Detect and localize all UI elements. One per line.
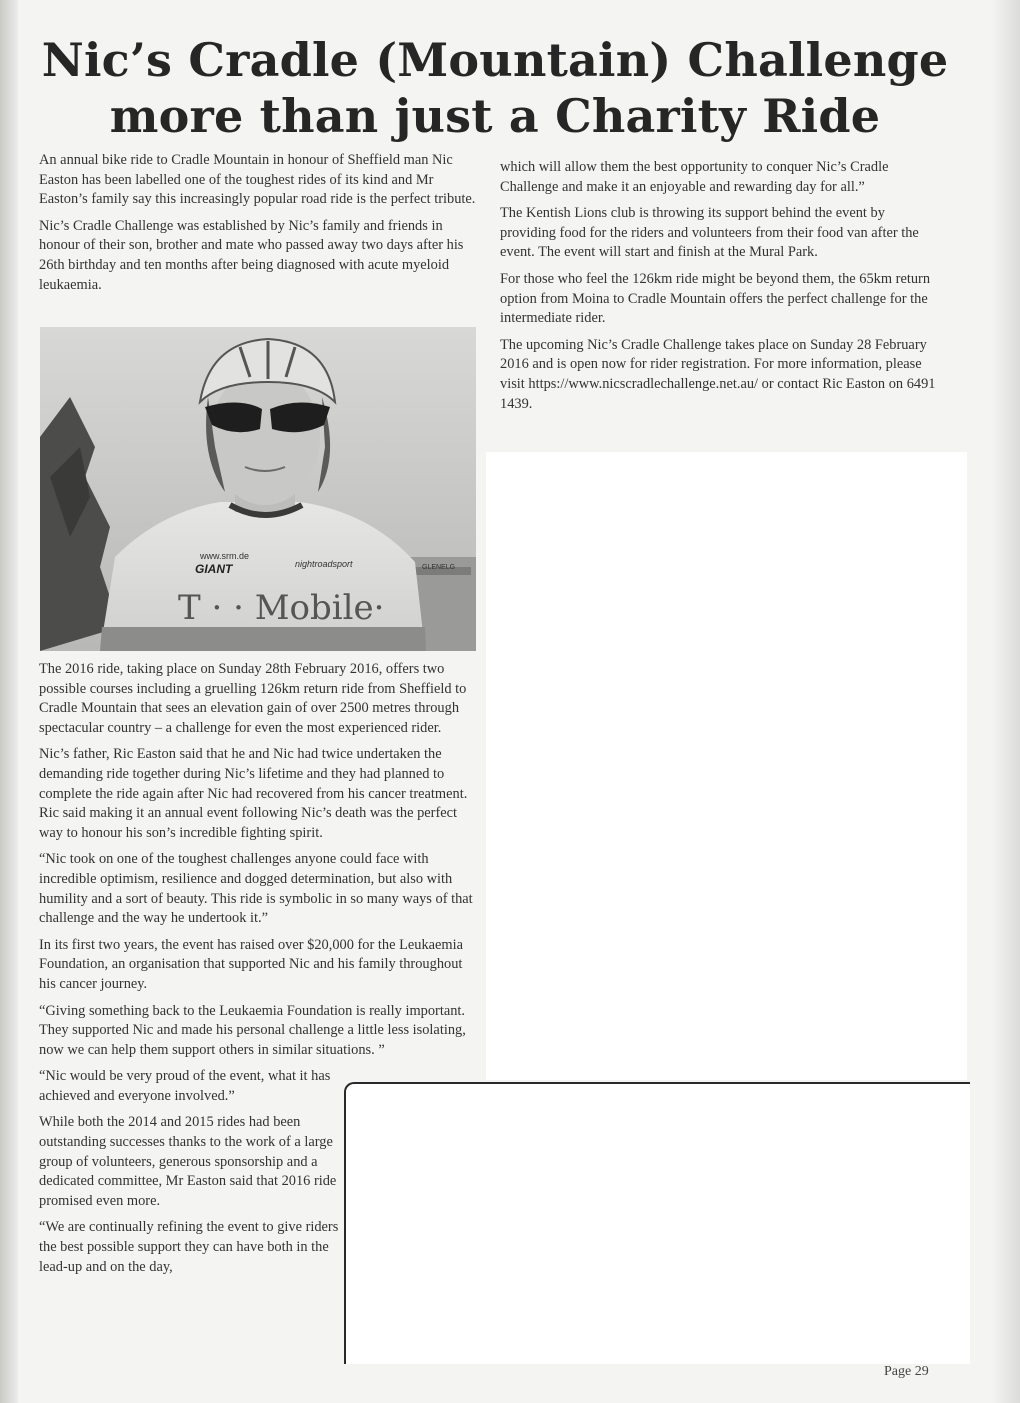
redacted-area-lower [344,1082,970,1364]
page-number: Page 29 [884,1364,929,1379]
paragraph: An annual bike ride to Cradle Mountain in honour of Sheffield man Nic Easton has been labelled one of the toughest rides of its kind and Mr Easton’s family say this increasingly popular road ride is the perfect tribute. [39,152,476,208]
headline-line-2: more than just a Charity Ride [109,89,881,143]
paragraph: For those who feel the 126km ride might be beyond them, the 65km return option from Moina to Cradle Mountain offers the perfect challenge for the intermediate rider. [500,270,931,327]
svg-text:GLENELG: GLENELG [422,564,456,571]
page-edge-shadow [992,0,1020,1403]
left-column-intro [39,151,479,302]
paragraph: While both the 2014 and 2015 rides had been outstanding successes thanks to the work of a large group of volunteers, generous sponsorship and a dedicated committee, Mr Easton said that 2016 ride promised even more. [39,1114,337,1209]
paragraph: Nic’s Cradle Challenge was established by Nic’s family and friends in honour of their son, brother and mate who passed away two days after his 26th birthday and ten months after being diagnosed with acute myeloid leukaemia. [39,217,464,293]
article-headline [20,32,970,144]
page-spine-shadow [0,0,18,1403]
paragraph: The 2016 ride, taking place on Sunday 28th February 2016, offers two possible courses including a gruelling 126km return ride from Sheffield to Cradle Mountain that sees an elevation gain of over 2500 metres through spectacular country – a challenge for even the most experienced rider. [39,661,467,736]
right-column [500,158,940,421]
paragraph: “Giving something back to the Leukaemia Foundation is really important. They supported Nic and made his personal challenge a little less isolating, now we can help them support others in similar situations. ” [39,1002,466,1058]
redacted-area-upper [486,452,967,1080]
headline-line-1: Nic’s Cradle (Mountain) Challenge [41,33,949,87]
paragraph: which will allow them the best opportunity to conquer Nic’s Cradle Challenge and make it an enjoyable and rewarding day for all.” [500,159,889,195]
paragraph: The upcoming Nic’s Cradle Challenge takes place on Sunday 28 February 2016 and is open now for rider registration. For more information, please visit https://www.nicscradlechallenge.net.au/ or contact Ric Easton on 6491 1439. [500,336,936,412]
paragraph: In its first two years, the event has raised over $20,000 for the Leukaemia Foundation, an organisation that supported Nic and his family throughout his cancer journey. [39,936,463,992]
photo-jersey-text: T · · Mobile· [178,588,385,628]
paragraph: “Nic took on one of the toughest challenges anyone could face with incredible optimism, resilience and dogged determination, but also with humility and a sort of beauty. This ride is symbolic in so many ways of that challenge and the way he undertook it.” [39,851,473,927]
photo-sponsor-text: GIANT [195,562,233,576]
photo-sport-text: nightroadsport [295,559,353,569]
photo-site-text: www.srm.de [200,551,250,561]
rider-photo [40,327,476,651]
paragraph: The Kentish Lions club is throwing its support behind the event by providing food for the riders and volunteers from their food van after the event. The event will start and finish at the Mural Park. [500,205,919,261]
paragraph: Nic’s father, Ric Easton said that he and Nic had twice undertaken the demanding ride together during Nic’s lifetime and they had planned to complete the ride again after Nic had recovered from his cancer treatment. Ric said making it an annual event following Nic’s death was the perfect way to honour his son’s incredible fighting spirit. [39,746,468,841]
paragraph: “Nic would be very proud of the event, what it has achieved and everyone involved.” [39,1068,331,1104]
paragraph: “We are continually refining the event to give riders the best possible support they can have both in the lead-up and on the day, [39,1219,339,1275]
